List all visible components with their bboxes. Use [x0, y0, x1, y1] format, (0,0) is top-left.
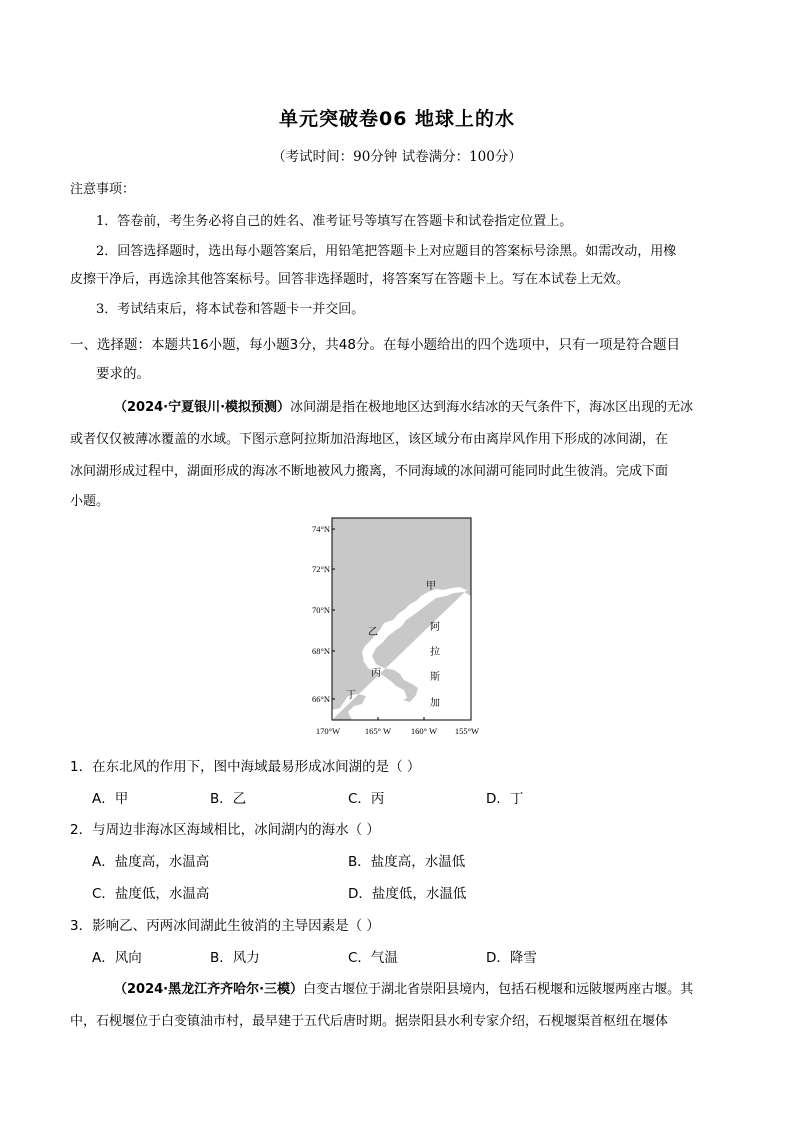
notice-heading: 注意事项：	[70, 182, 136, 197]
lon-label-165: 165° W	[364, 726, 392, 736]
q3-option-d[interactable]: D．降雪	[486, 950, 537, 966]
place-label-bing: 丙	[371, 668, 381, 679]
passage-1-source: （2024·宁夏银川·模拟预测）	[114, 400, 291, 415]
q2-option-a[interactable]: A．盐度高，水温高	[92, 854, 210, 870]
passage-1-text: 冰间湖是指在极地地区达到海水结冰的天气条件下，海冰区出现的无冰	[290, 400, 694, 415]
lat-label-68: 68°N	[311, 646, 330, 656]
alaska-map	[300, 512, 500, 742]
q2-option-d[interactable]: D．盐度低，水温低	[348, 886, 467, 902]
lon-label-170: 170°W	[315, 726, 341, 736]
passage-2-text: 白变古堰位于湖北省崇阳县境内，包括石枧堰和远陂堰两座古堰。其	[303, 982, 694, 997]
question-3-stem: 3．影响乙、丙两冰间湖此生彼消的主导因素是（ ）	[70, 918, 380, 934]
q3-option-c[interactable]: C．气温	[348, 950, 398, 966]
q1-option-a[interactable]: A．甲	[92, 791, 129, 807]
lat-label-66: 66°N	[311, 694, 330, 704]
lon-label-155: 155°W	[454, 726, 480, 736]
lat-label-74: 74°N	[311, 524, 330, 534]
passage-2-source: （2024·黑龙江齐齐哈尔·三模）	[114, 982, 304, 997]
q3-option-a[interactable]: A．风向	[92, 950, 142, 966]
page-title: 单元突破卷06 地球上的水	[278, 108, 516, 130]
notice-item-3: 3．考试结束后，将本试卷和答题卡一并交回。	[96, 302, 365, 317]
notice-item-2: 2．回答选择题时，选出每小题答案后，用铅笔把答题卡上对应题目的答案标号涂黑。如需改动，用橡	[96, 244, 677, 259]
q1-option-b[interactable]: B．乙	[210, 791, 247, 807]
notice-item-1: 1．答卷前，考生务必将自己的姓名、准考证号等填写在答题卡和试卷指定位置上。	[96, 214, 573, 229]
q2-option-b[interactable]: B．盐度高，水温低	[348, 854, 466, 870]
q1-option-c[interactable]: C．丙	[348, 791, 385, 807]
passage-1-line-1	[114, 396, 693, 415]
region-char-2: 拉	[430, 647, 440, 658]
place-label-jia: 甲	[426, 581, 436, 592]
q3-option-b[interactable]: B．风力	[210, 950, 260, 966]
passage-1-line-2: 或者仅仅被薄冰覆盖的水域。下图示意阿拉斯加沿海地区，该区域分布由离岸风作用下形成的冰间湖，在	[70, 432, 669, 447]
region-char-4: 加	[430, 698, 440, 709]
passage-2-line-2: 中，石枧堰位于白变镇油市村，最早建于五代后唐时期。据崇阳县水利专家介绍，石枧堰渠首枢纽在堰体	[70, 1014, 669, 1029]
question-2-stem: 2．与周边非海冰区海域相比，冰间湖内的海水（ ）	[70, 822, 380, 838]
notice-item-2-cont: 皮擦干净后，再选涂其他答案标号。回答非选择题时，将答案写在答题卡上。写在本试卷上无效。	[70, 272, 630, 287]
exam-info: （考试时间：90分钟 试卷满分：100分）	[272, 149, 522, 165]
q2-option-c[interactable]: C．盐度低，水温高	[92, 886, 210, 902]
lat-label-72: 72°N	[311, 564, 330, 574]
section-heading-cont: 要求的。	[96, 366, 150, 382]
place-label-ding: 丁	[346, 690, 356, 701]
region-char-3: 斯	[430, 672, 440, 683]
passage-2-line-1	[114, 978, 693, 997]
alaska-map-figure	[300, 512, 500, 742]
passage-1-line-4: 小题。	[70, 494, 110, 509]
place-label-yi: 乙	[368, 627, 378, 638]
region-char-1: 阿	[430, 622, 440, 633]
lat-label-70: 70°N	[311, 605, 330, 615]
passage-1-line-3: 冰间湖形成过程中，湖面形成的海冰不断地被风力搬离，不同海域的冰间湖可能同时此生彼消。完成下面	[70, 464, 669, 479]
q1-option-d[interactable]: D．丁	[486, 791, 524, 807]
question-1-stem: 1．在东北风的作用下，图中海域最易形成冰间湖的是（ ）	[70, 759, 421, 775]
lon-label-160: 160° W	[410, 726, 438, 736]
section-heading: 一、选择题：本题共16小题，每小题3分，共48分。在每小题给出的四个选项中，只有一项是符合题目	[70, 337, 680, 353]
